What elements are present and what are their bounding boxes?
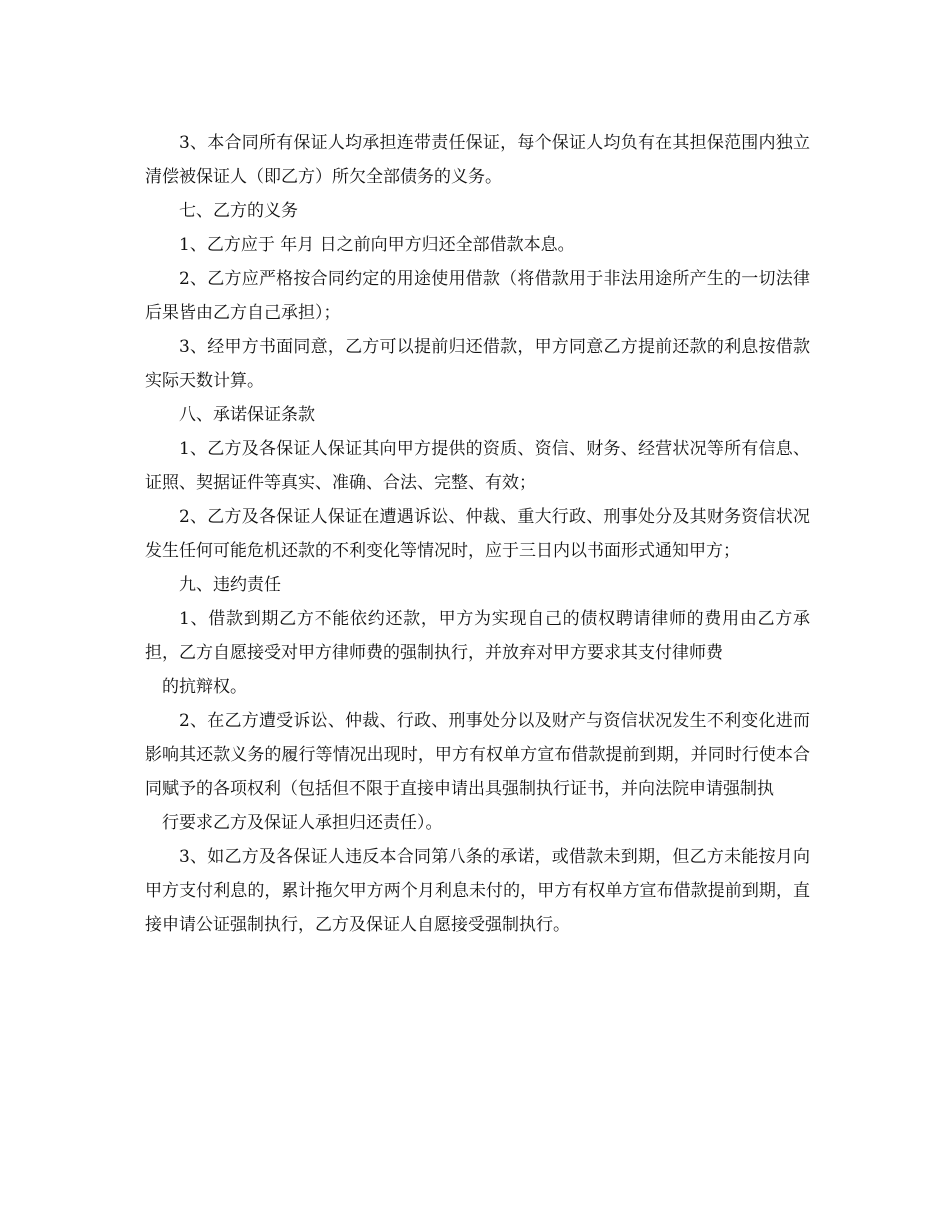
clause-9-2-continuation: 行要求乙方及保证人承担归还责任）。 xyxy=(162,813,443,833)
clause-9-2: 2、在乙方遭受诉讼、仲裁、行政、刑事处分以及财产与资信状况发生不利变化进而影响其还款义务的履行等情况出现时，甲方有权单方宣布借款提前到期，并同时行使本合同赋予的各项权利（包括但不限于直接申请出具强制执行证书，并向法院申请强制执 xyxy=(145,711,810,799)
clause-7-3: 3、经甲方书面同意，乙方可以提前归还借款，甲方同意乙方提前还款的利息按借款实际天数计算。 xyxy=(145,337,810,391)
clause-8-1: 1、乙方及各保证人保证其向甲方提供的资质、资信、财务、经营状况等所有信息、证照、契据证件等真实、准确、合法、完整、有效； xyxy=(145,439,810,493)
document-body xyxy=(145,126,810,942)
clause-9-1: 1、借款到期乙方不能依约还款，甲方为实现自己的债权聘请律师的费用由乙方承担，乙方自愿接受对甲方律师费的强制执行，并放弃对甲方要求其支付律师费 xyxy=(145,609,810,663)
section-heading-8: 八、承诺保证条款 xyxy=(179,405,315,425)
clause-7-2: 2、乙方应严格按合同约定的用途使用借款（将借款用于非法用途所产生的一切法律后果皆由乙方自己承担）； xyxy=(145,269,810,323)
clause-6-3: 3、本合同所有保证人均承担连带责任保证，每个保证人均负有在其担保范围内独立清偿被保证人（即乙方）所欠全部债务的义务。 xyxy=(145,133,810,187)
clause-9-1-continuation: 的抗辩权。 xyxy=(162,677,247,697)
clause-7-1: 1、乙方应于 年月 日之前向甲方归还全部借款本息。 xyxy=(179,235,575,255)
section-heading-9: 九、违约责任 xyxy=(179,575,281,595)
section-heading-7: 七、乙方的义务 xyxy=(179,201,298,221)
clause-9-3: 3、如乙方及各保证人违反本合同第八条的承诺，或借款未到期，但乙方未能按月向甲方支付利息的，累计拖欠甲方两个月利息未付的，甲方有权单方宣布借款提前到期，直接申请公证强制执行，乙方及保证人自愿接受强制执行。 xyxy=(145,847,810,935)
clause-8-2: 2、乙方及各保证人保证在遭遇诉讼、仲裁、重大行政、刑事处分及其财务资信状况发生任何可能危机还款的不利变化等情况时，应于三日内以书面形式通知甲方； xyxy=(145,507,810,561)
